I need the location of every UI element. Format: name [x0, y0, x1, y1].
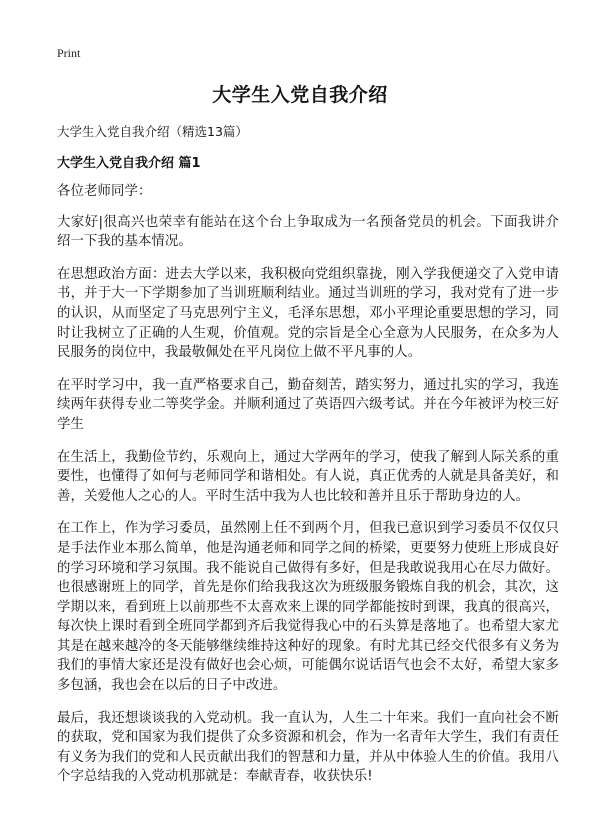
document-title: 大学生入党自我介绍: [212, 84, 388, 106]
paragraph-motivation: 最后，我还想谈谈我的入党动机。我一直认为，人生二十年来。我们一直向社会不断的获取，党和国家为我们提供了众多资源和机会，作为一名青年大学生，我们有责任有义务为我们的党和人民贡献出我们的智慧和力量，并从中体验人生的价值。我用八个字总结我的入党动机那就是：奉献青春，收获快乐!: [57, 710, 559, 785]
greeting: 各位老师同学：: [57, 184, 152, 199]
paragraph-politics: 在思想政治方面：进去大学以来，我积极向党组织靠拢，刚入学我便递交了入党申请书，并于大一下学期参加了当训班顺利结业。通过当训班的学习，我对党有了进一步的认识，从而坚定了马克思列宁主义，毛泽东思想，邓小平理论重要思想的学习，同时让我树立了正确的人生观，价值观。党的宗旨是全心全意为人民服务，在众多为人民服务的岗位中，我最敬佩处在平凡岗位上做不平凡事的人。: [57, 266, 559, 361]
print-link[interactable]: Print: [57, 46, 81, 60]
paragraph-life: 在生活上，我勤俭节约，乐观向上，通过大学两年的学习，使我了解到人际关系的重要性，也懂得了如何与老师同学和谐相处。有人说，真正优秀的人就是具备美好，和善，关爱他人之心的人。平时生活中我为人也比较和善并且乐于帮助身边的人。: [57, 449, 559, 504]
paragraph-study: 在平时学习中，我一直严格要求自己，勤奋刻苦，踏实努力，通过扎实的学习，我连续两年获得专业二等奖学金。并顺利通过了英语四六级考试。并在今年被评为校三好学生: [57, 377, 559, 432]
document-subtitle: 大学生入党自我介绍（精选13篇）: [57, 124, 248, 139]
article-body: [57, 182, 559, 800]
paragraph-intro: 大家好|很高兴也荣幸有能站在这个台上争取成为一名预备党员的机会。下面我讲介绍一下我的基本情况。: [57, 214, 559, 250]
paragraph-work: 在工作上，作为学习委员，虽然刚上任不到两个月，但我已意识到学习委员不仅仅只是手法作业本那么简单，他是沟通老师和同学之间的桥梁，更要努力使班上形成良好的学习环境和学习氛围。我不能说自己做得有多好，但是我敢说我用心在尽力做好。也很感谢班上的同学，首先是你们给我我这次为班级服务锻炼自我的机会，其次，这学期以来，看到班上以前那些不太喜欢来上课的同学都能按时到课，我真的很高兴，每次快上课时看到全班同学都到齐后我觉得我心中的石头算是落地了。也希望大家尤其是在越来越冷的冬天能够继续维持这种好的现象。有时尤其已经交代很多有义务为我们的事情大家还是没有做好也会心烦，可能偶尔说话语气也会不太好，希望大家多多包涵，我也会在以后的日子中改进。: [57, 521, 559, 694]
section-heading: 大学生入党自我介绍 篇1: [57, 156, 201, 171]
